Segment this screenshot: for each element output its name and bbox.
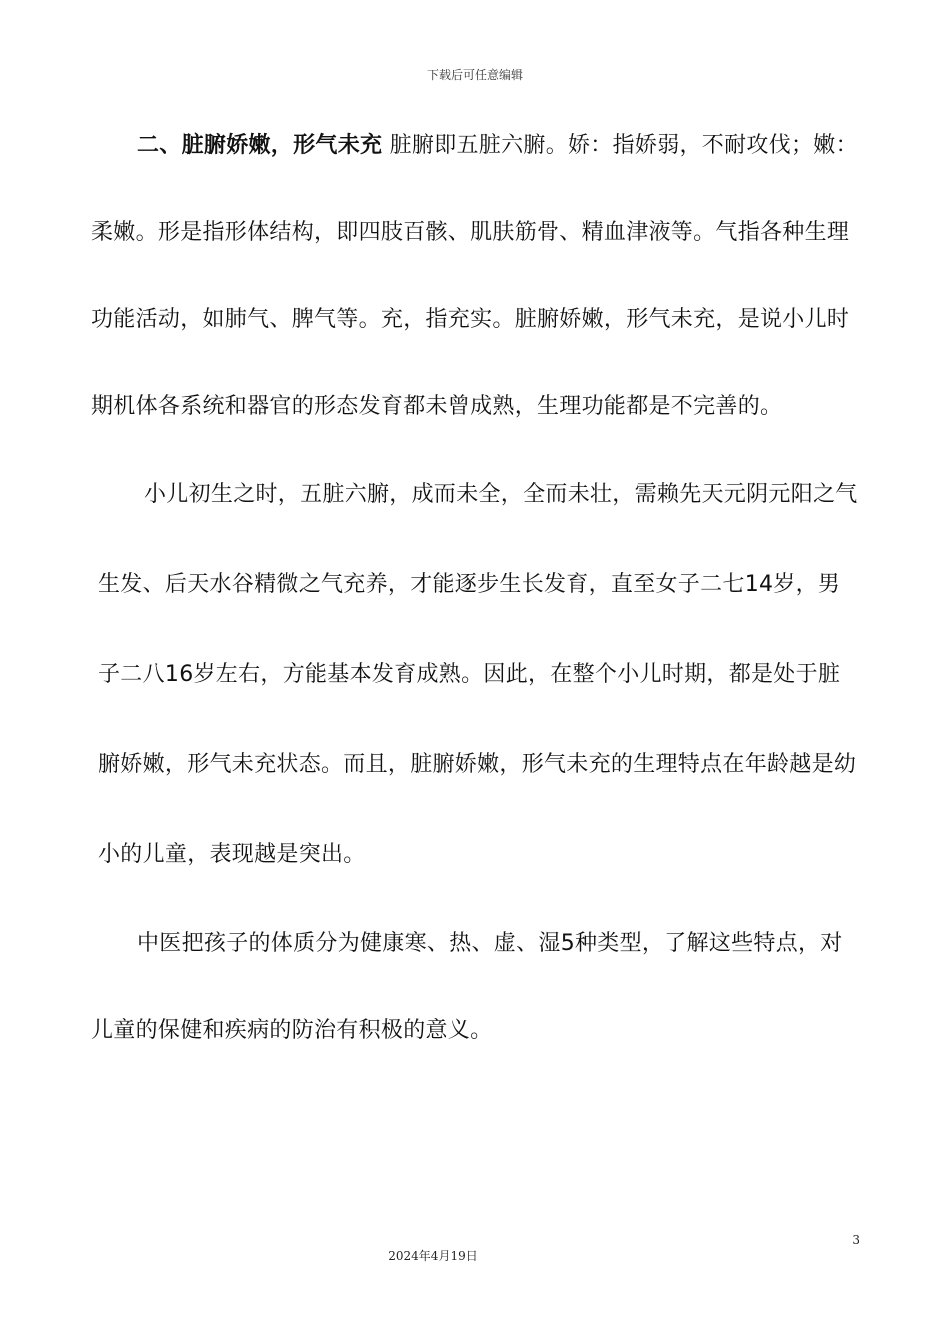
paragraph-3: 中医把孩子的体质分为健康寒、热、虚、湿5种类型，了解这些特点，对儿童的保健和疾病的防治有积极的意义。 <box>91 931 843 1043</box>
page-header: 下载后可任意编辑 <box>426 68 523 82</box>
paragraph-2: 小儿初生之时，五脏六腑，成而未全，全而未壮，需赖先天元阴元阳之气生发、后天水谷精微之气充养，才能逐步生长发育，直至女子二七14岁，男子二八16岁左右，方能基本发育成熟。因此，在整个小儿时期，都是处于脏腑娇嫩，形气未充状态。而且，脏腑娇嫩，形气未充的生理特点在年龄越是幼小的儿童，表现越是突出。 <box>98 482 858 867</box>
document-body <box>91 102 861 1074</box>
page-number: 3 <box>852 1233 860 1247</box>
footer-date: 2024年4月19日 <box>388 1249 478 1263</box>
paragraph-1 <box>91 102 861 450</box>
section-heading: 二、脏腑娇嫩，形气未充 <box>137 133 383 158</box>
paragraph-1-text: 脏腑即五脏六腑。娇：指娇弱，不耐攻伐；嫩：柔嫩。形是指形体结构，即四肢百骸、肌肤筋骨、精血津液等。气指各种生理功能活动，如肺气、脾气等。充，指充实。脏腑娇嫩，形气未充，是说小儿时期机体各系统和器官的形态发育都未曾成熟，生理功能都是不完善的。 <box>91 133 858 419</box>
